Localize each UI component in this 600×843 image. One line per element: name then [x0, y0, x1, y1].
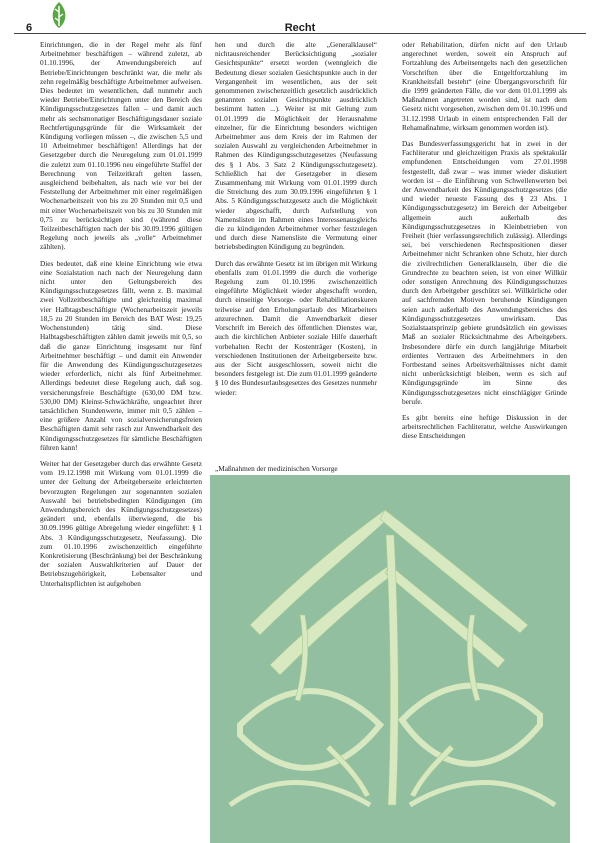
quote-opening: „Maßnahmen der medizinischen Vorsorge — [215, 464, 338, 473]
paragraph: Weiter hat der Gesetzgeber durch das erwähnte Gesetz vom 19.12.1998 mit Wirkung vom 01.01.1999 die unter der Geltung der Arbeitgeberseite erleichterten bevorzugten Regelungen zur sogenannten sozialen Auswahl bei betriebsbedingten Kündigungen (im Anwendungsbereich des Kündigungsschutzgesetzes) geändert und, ebenfalls überwiegend, die bis 30.09.1996 gültige Abregelung wieder eingeführt: § 1 Abs. 3 Kündigungsschutzgesetz, Neufassung). Die zum 01.10.1996 zwischenzeitlich eingeführte Konkretisierung (Beschränkung) bei der Beschränkung der sozialen Auswahlkriterien auf Dauer der Betriebszugehörigkeit, Lebensalter und Unterhaltspflichten ist aufgehoben — [40, 458, 202, 588]
page-header — [0, 0, 600, 40]
paragraph: Einrichtungen, die in der Regel mehr als fünf Arbeitnehmer beschäftigen – während zuletzt, ab 01.10.1996, der Anwendungsbereich auf Betriebe/Einrichtungen beschränkt war, die mehr als zehn regelmäßig beschäftigte Arbeitnehmer aufweisen. Dies bedeutet im wesentlichen, daß nunmehr auch wieder Betriebe/Einrichtungen unter den Bereich des Kündigungsschutzgesetzes fallen – und damit auch mehr als sechsmonatiger Beschäftigungsdauer soziale Rechtfertigungsgründe für die Wirksamkeit der Kündigung vorliegen müssen –, die zwischen 5,5 und 10 Arbeitnehmer beschäftigen! Allerdings hat der Gesetzgeber durch die Neuregelung zum 01.01.1999 die zuletzt zum 01.10.1996 neu eingeführte Staffel der Berechnung von Teilzeitkraft gelten lassen, ausgleichend beibehalten, als nach wie vor bei der Feststellung der Arbeitnehmer mit einer regelmäßigen Wochenarbeitszeit von bis zu 20 Stunden mit 0,5 und mit einer Wochenarbeitszeit von bis zu 30 Stunden mit 0,75 zu berücksichtigen sind (während diese Teilzeitbeschäftigten nach der bis 30.09.1996 gültigen Regelung noch jeweils als „volle“ Arbeitnehmer zählten). — [40, 40, 202, 252]
paragraph: Es gibt bereits eine heftige Diskussion in der arbeitsrechtlichen Fachliteratur, welche Auswirkungen diese Entscheidungen — [402, 412, 567, 441]
paragraph: Das Bundesverfassungsgericht hat in zwei in der Fachliteratur und gleichzeitigen Praxis als spektakulär empfundenen Entscheidungen vom 27.01.1998 festgestellt, daß zwar – was immer wieder diskutiert worden ist – die Einführung von Schwellenwerten bei der Anwendbarkeit des Kündigungsschutzgesetzes (die und wieder neueste Fassung des § 23 Abs. 1 Kündigungsschutzgesetz) im Bereich der Arbeitgeber allgemein auch außerhalb des Kündigungsschutzgesetzes in Kleinbetrieben von Freiheit (hier verfassungsrechtlich zulässig). Allerdings sei, bei verschiedenen Rechtspositionen dieser Arbeitnehmer nicht Schranken ohne Schutz, hier durch die zivilrechtlichen Generalklauseln, über die die Grundrechte zu beachten seien, ist von einer Willkür oder sonstigen Anrechnung des Kündigungsschutzes durch den Arbeitgeber geschützt sei. Willkürliche oder auf sachfremden Motiven beruhende Kündigungen seien auch außerhalb des Anwendungsbereiches des Kündigungsschutzgesetzes unwirksam. Das Sozialstaatsprinzip gebiete grundsätzlich ein gewisses Maß an sozialer Rücksichtnahme des Arbeitgebers. Insbesondere dürfe ein durch langjährige Mitarbeit erdientes Vertrauen des Arbeitnehmers in den Fortbestand seines Arbeitsverhältnisses nicht damit nicht unberücksichtigt bleiben, wenn es sich auf Kündigungsgründe im Sinne des Kündigungsschutzgesetzes nicht einschlägiger Gründe berufe. — [402, 139, 567, 406]
leaf-grass-photo — [210, 475, 570, 843]
grass-blades-image — [210, 475, 570, 843]
text-column-1 — [40, 40, 202, 595]
text-column-3 — [402, 40, 567, 448]
section-title: Recht — [284, 22, 316, 34]
paragraph: oder Rehabilitation, dürfen nicht auf den Urlaub angerechnet werden, soweit ein Anspruch auf Fortzahlung des Arbeitsentgelts nach den gesetzlichen Vorschriften über die Entgeltfortzahlung im Krankheitsfall besteht“ (eine Übergangsvorschrift für die 1999 geänderten Fälle, die vor dem 01.01.1999 als Maßnahmen angetreten worden sind, ist nach dem Gesetz nicht vorgesehen, zwischen dem 01.10.1996 und 31.12.1998 Urlaub in einem entsprechenden Fall der Rehamaßnahme, wirksam genommen worden ist). — [402, 40, 567, 132]
paragraph: hen und durch die alte „Generalklausel“ nichtausreichender Berücksichtigung „sozialer Gesichtspunkte“ ersetzt worden (wenngleich die Bedeutung dieser sozialen Gesichtspunkte auch in der Vergangenheit im wesentlichen, aus der seit genommenen zwischenzeitlich gesetzlich ausdrücklich genannten sozialen Gesichtspunkte ausdrücklich bestimmt hatten ...). Weiter ist mit Geltung zum 01.01.1999 die Möglichkeit der Herausnahme einzelner, für die Einrichtung besonders wichtigen Arbeitnehmer aus dem Kreis der im Rahmen der sozialen Auswahl zu vergleichenden Arbeitnehmer in Rahmen des Kündigungsschutzgesetzes (Neufassung des § 1 Abs. 3 Satz 2 Kündigungsschutzgesetz). Schließlich hat der Gesetzgeber in diesem Zusammenhang mit Wirkung vom 01.01.1999 durch die Streichung des zum 30.09.1996 eingeführten § 1 Abs. 5 Kündigungsschutzgesetz auch die Möglichkeit wieder abgeschafft, durch Aufstellung von Namenslisten im Rahmen eines Interessenausgleichs die zu kündigenden Arbeitnehmer vorher festzulegen und durch diese Namensliste die Vermutung einer betriebsbedingten Kündigung zu begründen. — [215, 40, 377, 252]
paragraph: Dies bedeutet, daß eine kleine Einrichtung wie etwa eine Sozialstation nach nach der Neuregelung dann nicht unter den Geltungsbereich des Kündigungsschutzgesetzes fällt, wenn z. B. maximal zwei Vollzeitbeschäftigte und gleichzeitig maximal vier Halbtagsbeschäftigte (Wochenarbeitszeit jeweils 18,5 zu 20 Stunden im Bereich des BAT West: 19,25 Wochenstunden) tätig sind. Diese Halbtagsbeschäftigten zählen damit jeweils mit 0,5, so daß die ganze Einrichtung insgesamt nur fünf Arbeitnehmer beschäftigt – und damit ein Anwender für die Anwendung des Kündigungsschutzgesetzes wieder erforderlich, nicht als fünf Arbeitnehmer. Allerdings bedeutet diese Regelung auch, daß sog. versicherungsfreie Beschäftigte (630,00 DM bzw. 530,00 DM) Kleinst-Schwächkräfte, ungeachtet ihrer tatsächlichen Stundenwerte, immer mit 0,5 zählen – eine größere Anzahl von sozialversicherungsfreien Beschäftigten damit sehr rasch zur Anwendbarkeit des Kündigungsschutzgesetzes für sämtliche Beschäftigten führen kann! — [40, 258, 202, 452]
paragraph: Durch das erwähnte Gesetz ist im übrigen mit Wirkung ebenfalls zum 01.01.1999 die durch die vorherige Regelung zum 01.10.1996 zwischenzeitlich eingeführte Möglichkeit wieder abgeschafft worden, durch einseitige Vorsorge- oder Rehabilitationskuren teilweise auf den Erholungsurlaub des Mitarbeiters anzurechnen. Damit die Anwendbarkeit dieser Vorschrift im Bereich des öffentlichen Dienstes war, auch die kirchlichen Anbieter soziale Hilfe dauerhaft vorbehalten Recht der Kostenträger (Kosten), in verschiedenen Institutionen der Arbeitgeberseite bzw. aus der Sicht ausgeschlossen, soweit nicht die besonders festgelegt ist. Die zum 01.01.1999 geänderte § 10 des Bundesurlaubsgesetzes des Gesetzes nunmehr wieder: — [215, 258, 377, 397]
page-number: 6 — [26, 22, 33, 34]
text-column-2 — [215, 40, 377, 404]
header-divider — [14, 33, 586, 34]
